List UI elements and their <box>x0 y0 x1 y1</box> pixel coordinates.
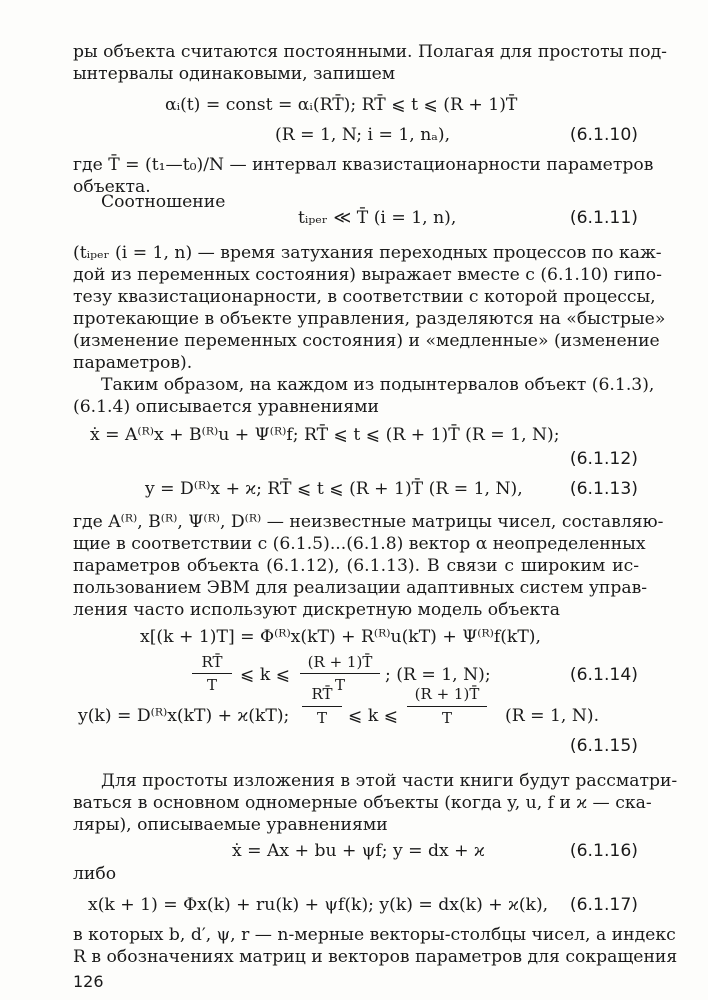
equation-6-1-15-lead: y(k) = D⁽ᴿ⁾x(kT) + ϰ(kT); <box>78 706 290 726</box>
text-line-24: R в обозначениях матриц и векторов параметров для сокращения <box>73 947 678 967</box>
equation-6-1-14-line-1: x[(k + 1)T] = Φ⁽ᴿ⁾x(kT) + R⁽ᴿ⁾u(kT) + Ψ⁽ᴿ⁾f(kT), <box>140 627 541 647</box>
text-line-7: дой из переменных состояния) выражает вместе с (6.1.10) гипо- <box>73 265 662 285</box>
fraction-denominator: T <box>316 709 327 727</box>
text-line-9: протекающие в объекте управления, разделяются на «быстрые» <box>73 309 666 329</box>
text-line-23: в которых b, d′, ψ, r — n-мерные векторы-столбцы чисел, а индекс <box>73 925 676 945</box>
text-line-18: ления часто используют дискретную модель объекта <box>73 600 561 620</box>
equation-6-1-10-line-2: (R = 1, N; i = 1, nₐ), <box>275 125 451 145</box>
equation-number-6-1-10: (6.1.10) <box>569 125 638 145</box>
inequality-sign: ⩽ k ⩽ <box>240 665 291 685</box>
fraction-bar <box>302 706 342 707</box>
equation-6-1-15-tail: (R = 1, N). <box>505 706 600 726</box>
equation-number-6-1-13: (6.1.13) <box>569 479 638 499</box>
text-line-14: где A⁽ᴿ⁾, B⁽ᴿ⁾, Ψ⁽ᴿ⁾, D⁽ᴿ⁾ — неизвестные матрицы чисел, составляю- <box>73 512 664 532</box>
text-line-22: либо <box>73 864 117 884</box>
equation-6-1-10-line-1: αᵢ(t) = const = αᵢ(RT̄); RT̄ ⩽ t ⩽ (R + 1)T̄ <box>165 95 518 115</box>
text-line-17: пользованием ЭВМ для реализации адаптивных систем управ- <box>73 578 648 598</box>
fraction-bar <box>407 706 487 707</box>
text-line-13: (6.1.4) описывается уравнениями <box>73 397 379 417</box>
equation-6-1-14-tail: ; (R = 1, N); <box>385 665 491 685</box>
equation-number-6-1-12: (6.1.12) <box>569 449 638 469</box>
equation-number-6-1-16: (6.1.16) <box>569 841 638 861</box>
text-line-20: ваться в основном одномерные объекты (когда y, u, f и ϰ — ска- <box>73 793 652 813</box>
fraction-denominator: T <box>441 709 452 727</box>
equation-number-6-1-11: (6.1.11) <box>569 208 638 228</box>
equation-number-6-1-17: (6.1.17) <box>569 895 638 915</box>
fraction-numerator: RT̄ <box>201 653 223 671</box>
fraction-bar <box>192 673 232 674</box>
text-line-15: щие в соответствии с (6.1.5)...(6.1.8) вектор α неопределенных <box>73 534 646 554</box>
equation-6-1-16: ẋ = Ax + bu + ψf; y = dx + ϰ <box>232 841 485 861</box>
equation-number-6-1-15: (6.1.15) <box>569 736 638 756</box>
equation-6-1-11: tᵢₚₑᵣ ≪ T̄ (i = 1, n), <box>298 208 457 228</box>
text-line-19: Для простоты изложения в этой части книги будут рассматри- <box>101 771 678 791</box>
equation-6-1-17: x(k + 1) = Φx(k) + ru(k) + ψf(k); y(k) = dx(k) + ϰ(k), <box>88 895 549 915</box>
inequality-sign: ⩽ k ⩽ <box>348 706 399 726</box>
text-line-16: параметров объекта (6.1.12), (6.1.13). В связи с широким ис- <box>73 556 639 576</box>
text-line-3: где T̄ = (t₁—t₀)/N — интервал квазистационарности параметров <box>73 155 654 175</box>
fraction-numerator: RT̄ <box>311 685 333 703</box>
text-line-12: Таким образом, на каждом из подынтервалов объект (6.1.3), <box>101 375 655 395</box>
fraction-numerator: (R + 1)T̄ <box>414 685 480 703</box>
equation-6-1-12: ẋ = A⁽ᴿ⁾x + B⁽ᴿ⁾u + Ψ⁽ᴿ⁾f; RT̄ ⩽ t ⩽ (R + 1)T̄ (R = 1, N); <box>90 425 560 445</box>
equation-6-1-13: y = D⁽ᴿ⁾x + ϰ; RT̄ ⩽ t ⩽ (R + 1)T̄ (R = 1, N), <box>145 479 523 499</box>
text-line-4: объекта. <box>73 177 151 197</box>
text-line-10: (изменение переменных состояния) и «медленные» (изменение <box>73 331 660 351</box>
text-line-6: (tᵢₚₑᵣ (i = 1, n) — время затухания переходных процессов по каж- <box>73 243 662 263</box>
text-line-5: Соотношение <box>101 192 226 212</box>
equation-number-6-1-14: (6.1.14) <box>569 665 638 685</box>
page-number: 126 <box>73 972 104 991</box>
fraction-denominator: T <box>206 676 217 694</box>
text-line-8: тезу квазистационарности, в соответствии с которой процессы, <box>73 287 656 307</box>
text-line-11: параметров). <box>73 353 193 373</box>
text-line-2: ынтервалы одинаковыми, запишем <box>73 64 396 84</box>
fraction-denominator: T <box>334 676 345 694</box>
fraction-numerator: (R + 1)T̄ <box>307 653 373 671</box>
fraction-bar <box>300 673 380 674</box>
text-line-1: ры объекта считаются постоянными. Полагая для простоты под- <box>73 42 667 62</box>
text-line-21: ляры), описываемые уравнениями <box>73 815 388 835</box>
